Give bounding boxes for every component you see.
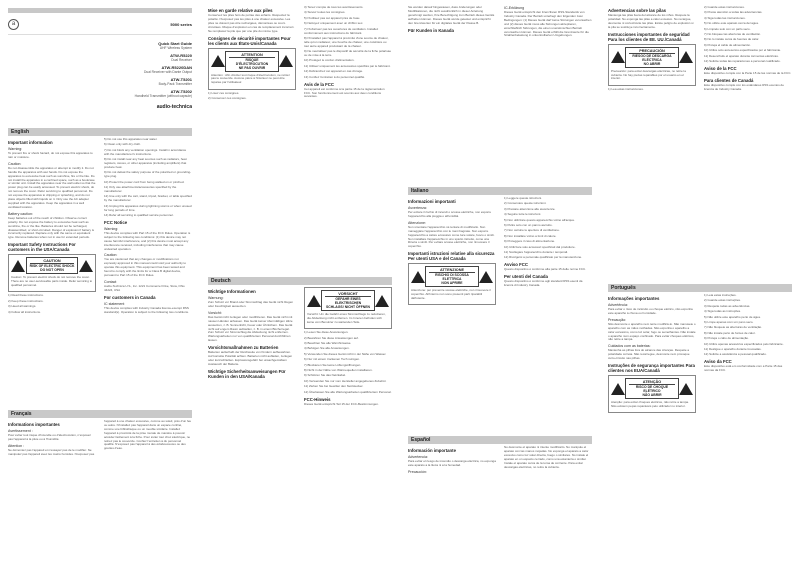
subheading: Attenzione: (408, 220, 426, 225)
section-heading: Mise en garde relative aux piles (208, 8, 273, 13)
list-item: 9) Proteggere il cavo di alimentazione. (504, 239, 556, 244)
list-item: 6) Pulire solo con un panno asciutto. (504, 223, 553, 228)
caution-box (8, 254, 96, 292)
model-name: ATW-T5202 (170, 89, 192, 94)
list-item: 7) Não bloqueie as aberturas de ventilação. (704, 325, 763, 330)
subheading: Warning: (104, 226, 119, 231)
model-name: ATW-R5220DAN (161, 65, 192, 70)
section-it (408, 187, 592, 433)
list-item: 3) Preste atención a todas las advertencias. (704, 10, 763, 15)
safety-instructions-list (304, 331, 392, 394)
paragraph: Keep batteries out of the reach of children. Observe correct polarity. Do not expose the battery to excessive heat such as sunshine, fire or the like. Batteries should not be recharged, disassembled, or short-circuited. Danger of explosion if battery is incorrectly replaced. Replace only with the same or equivalent type. Remove batteries when not in use for extended periods. (8, 215, 95, 240)
list-item: 1) Read these instructions. (8, 293, 44, 298)
section-body (208, 287, 392, 407)
series-title: 5000 series (170, 22, 192, 27)
model-description: Handheld Transmitter (without capsule) (134, 94, 192, 98)
list-item: 12) Überlassen Sie alle Wartungsarbeiten qualifiziertem Personal. (304, 389, 392, 394)
list-item: 11) Utilisez uniquement les accessoires spécifiés par le fabricant. (304, 63, 391, 68)
section-heading: Avviso FCC (504, 262, 528, 268)
subheading: IC statement (104, 301, 125, 306)
paragraph: Questo dispositivo è conforme alla parte 15 delle norme FCC. (504, 267, 587, 272)
list-item: 1) Leggere queste istruzioni. (504, 196, 542, 200)
warning-triangle-icon (211, 55, 225, 67)
list-item: 8) No lo instale cerca de fuentes de calor. (704, 37, 760, 42)
paragraph: Cet appareil est conforme à la partie 15 de la réglementation FCC. Son fonctionnement est soumis aux deux conditions suivantes. (304, 86, 385, 99)
lightning-triangle-icon (479, 271, 493, 283)
list-item: 12) Solicite todas las reparaciones a personal cualificado. (704, 59, 781, 64)
list-item: 7) N'obstruez pas les ouvertures de ventilation. Installez conformément aux instructions du fabricant. (304, 26, 379, 35)
section-heading: Importanti istruzioni relative alla sicurezza Per utenti USA e del Canada (408, 251, 495, 262)
caution-header (411, 266, 493, 287)
paragraph: This device complies with Industry Canada licence-exempt RSS standard(s). Operation is subject to the following two conditions. (104, 305, 189, 314)
caution-title: ATTENTION (229, 53, 275, 58)
section-heading: Instrucciones importantes de seguridad Para los clientes de EE. UU./Canadá (608, 31, 690, 42)
caution-label (625, 47, 679, 68)
caution-label (425, 266, 479, 287)
list-item: 3) Tenez compte de tous les avertissements. (304, 6, 364, 9)
caution-text: Attenzione: per prevenire scosse elettriche, non rimuovere il coperchio. All'interno non sono presenti parti riparabili dall'utente. (411, 288, 491, 301)
lightning-triangle-icon (679, 51, 693, 63)
list-item: 7) Non ostruire le aperture di ventilazione. (504, 228, 560, 233)
section-body (8, 138, 192, 316)
list-item: 9) Do not defeat the safety purpose of the polarized or grounding-type plug. (104, 170, 192, 179)
paragraph: This device complies with Part 15 of the FCC Rules. Operation is subject to the following two conditions: (1) this device may not cause harmful interference, and (2) this device must accept any interference received, including interference that may cause undesired operation. (104, 230, 191, 251)
lightning-triangle-icon (375, 295, 389, 307)
list-item: 8) Do not install near any heat sources such as radiators, heat registers, stoves, or other apparatus (including amplifiers) that produce heat. (104, 157, 187, 169)
section-heading: Información importante (408, 448, 456, 453)
section-heading: Informations importantes (8, 422, 60, 427)
caution-line: RISCO DE CHOQUE ELÉTRICO (635, 385, 669, 394)
section-es2 (608, 6, 792, 281)
list-item: 4) Siga todas as instruções. (704, 309, 742, 314)
caution-header (211, 51, 293, 72)
list-item: 9) Proteja el cable de alimentación. (704, 42, 751, 47)
paragraph: Per evitare il rischio di incendi o scosse elettriche, non esporre l'apparecchio alla pioggia o all'umidità. (408, 210, 492, 218)
section-heading: Wichtige Informationen (208, 289, 256, 294)
caution-box (608, 375, 696, 413)
section-heading: Informazioni importanti (408, 199, 456, 204)
list-item: 8) Non installare vicino a fonti di calore. (504, 233, 557, 238)
subheading: Advertência: (608, 303, 628, 307)
caution-header (11, 257, 93, 274)
language-heading: Deutsch (208, 277, 392, 285)
caution-text: Vorsicht: Um die Gefahr eines Stromschlags zu reduzieren, die Abdeckung nicht entfernen. Im Inneren befinden sich keine vom Benutzer zu wartenden Teile. (307, 312, 386, 324)
list-item: 11) Scollegare l'apparecchio durante i temporali. (504, 250, 569, 255)
caution-title: VORSICHT (325, 292, 371, 297)
language-heading: Español (408, 436, 592, 444)
list-item: 1) Lea estas instrucciones. (608, 86, 644, 91)
caution-box (208, 48, 296, 90)
caution-line: NÃO ABRIR (642, 393, 662, 398)
list-item: 1) Lesen Sie diese Anweisungen. (304, 330, 349, 335)
subheading: Caution: (104, 253, 118, 258)
subheading: Precaução: (608, 317, 627, 322)
section-body (408, 6, 592, 38)
top-bar (8, 8, 192, 13)
safety-instructions-list (504, 197, 592, 260)
list-item: 5) Do not use this apparatus near water. (104, 137, 158, 141)
list-item: 4) Suivez toutes les consignes. (304, 10, 346, 15)
list-item: 9) Ne neutralisez pas le dispositif de sécurité de la fiche polarisée ou de mise à la terre. (304, 49, 392, 58)
section-heading: Informações importantes (608, 296, 660, 301)
list-item: 3) Respeite todas as advertências. (704, 303, 751, 308)
section-heading: Important information (8, 140, 53, 145)
subheading: Contact (104, 279, 117, 284)
list-item: 6) Límpielo solo con un paño seco. (704, 26, 751, 31)
list-item: 7) Do not block any ventilation openings. Install in accordance with the manufacturer's instructions. (104, 147, 187, 156)
paragraph: Questo dispositivo è conforme agli standard RSS esenti da licenza di Industry Canada. (504, 279, 583, 288)
list-item: 7) Blockieren Sie keine Lüftungsöffnungen. (304, 362, 362, 367)
paragraph: No desmonte el aparato ni intente modificarlo. No manipule el aparato con las manos mojadas. No exponga el aparato a calor excesivo como luz solar directa, fuego o similares. No instale el aparato en un espacio cerrado, como una estantería o similar. Instale el aparato cerca de la toma de corriente. Para evitar descargas eléctricas, no retire la cubierta. (504, 445, 589, 469)
section-de (208, 277, 392, 565)
list-item: 3) Beachten Sie alle Warnhinweise. (304, 341, 352, 346)
lightning-triangle-icon (79, 260, 93, 272)
paragraph: Das Gerät nicht zerlegen oder modifizieren. Das Gerät nicht mit nassen Händen anfassen. Das Gerät keiner übermäßigen Hitze aussetzen, z. B. Sonnenlicht, Feuer oder Ähnlichem. Das Gerät nicht auf engem Raum aufstellen, z. B. in einem Bücherregal. Zum Schutz vor Stromschlag die Abdeckung nicht entfernen. Wartungsarbeiten nur von qualifiziertem Personal durchführen lassen. (208, 314, 293, 343)
list-item: 12) Débranchez cet appareil en cas d'orage. (304, 69, 363, 74)
caution-text: Precaución: para evitar descargas eléctricas, no retire la cubierta. No hay piezas reparables por el usuario en el interior. (611, 68, 686, 81)
caution-title: ATTENZIONE (429, 268, 475, 273)
paragraph: You are cautioned that any changes or modifications not expressly approved in this manual could void your authority to operate this equipment. This equipment has been tested and found to comply with the limits for a Class B digital device, pursuant to Part 15 of the FCC Rules. (104, 257, 187, 278)
list-item: 5) Non utilizzare questo apparecchio vicino all'acqua. (504, 217, 575, 222)
section-fr2 (208, 6, 392, 274)
paragraph: Conservez les piles hors de portée des enfants. Respectez la polarité. N'exposez pas les piles à une chaleur excessive. Les piles ne doivent pas être rechargées, démontées ou court-circuitées. Risque d'explosion en cas de remplacement incorrect. Ne remplacez la pile que par une pile du même type. (208, 13, 295, 33)
warning-triangle-icon (611, 383, 625, 395)
list-item: 12) Solicite a assistência a pessoal qualificado. (704, 352, 767, 357)
list-item: 13) Unplug this apparatus during lightning storms or when unused for long periods of time. (104, 203, 192, 212)
paragraph: Zum Schutz vor Brand oder Stromschlag das Gerät nicht Regen oder Feuchtigkeit aussetzen. (208, 300, 294, 308)
caution-title: ATENÇÃO (629, 380, 675, 385)
caution-line: RISQUE D'ÉLECTROCUTION (235, 57, 269, 66)
list-item: 10) Utilize apenas acessórios especificados pelo fabricante. (704, 341, 784, 346)
paragraph: Mantenha as pilhas fora do alcance das crianças. Respeite a polaridade correta. Não recarregue, desmonte nem provoque curto-circuito nas pilhas. (608, 348, 690, 361)
caution-line: RIESGO DE DESCARGA ELÉCTRICA (632, 53, 672, 62)
list-item: 6) Nettoyez uniquement avec un chiffon sec. (304, 21, 364, 26)
list-item: 2) Guarde estas instrucciones. (704, 6, 745, 9)
paragraph: Para evitar o risco de incêndio ou choque elétrico, não exponha este aparelho à chuva ou humidade. (608, 307, 693, 315)
paragraph: Non smontare l'apparecchio né tentare di modificarlo. Non maneggiare l'apparecchio con le mani bagnate. Non esporre l'apparecchio a calore eccessivo come luce solare, fuoco o simili. Non installare l'apparecchio in uno spazio ristretto, come una libreria o simili. Per evitare scosse elettriche, non rimuovere il coperchio. (408, 224, 495, 249)
caution-line: NE PAS OUVRIR (238, 65, 266, 70)
warning-triangle-icon (611, 51, 625, 63)
subheading: Avvertenza: (408, 206, 427, 210)
section-en (8, 128, 192, 408)
subheading: Advertencia: (408, 455, 428, 459)
list-item: 11) Only use attachments/accessories specified by the manufacturer. (104, 185, 177, 193)
section-heading: Instruções de segurança importantes Para clientes nos EUA/Canadá (608, 363, 695, 374)
model-description: Body-Pack Transmitter (158, 82, 192, 86)
list-item: 5) Não utilize este aparelho perto de água. (704, 314, 761, 319)
list-item: 8) Nicht in der Nähe von Wärmequellen installieren. (304, 368, 373, 373)
caution-text: Caution: To prevent electric shock do not remove the cover. There are no user-serviceable parts inside. Refer servicing to qualified personnel. (11, 275, 93, 288)
subheading: Precaución: (408, 469, 427, 474)
list-item: 6) Limpe apenas com um pano seco. (704, 320, 754, 325)
subheading: Attention : (8, 443, 25, 448)
section-body (8, 420, 192, 457)
lightning-triangle-icon (679, 383, 693, 395)
list-item: 7) No bloquee las aberturas de ventilación. (704, 32, 762, 37)
list-item: 11) Desligue o aparelho durante trovoadas. (704, 347, 762, 352)
list-item: 10) Utilice solo accesorios especificados por el fabricante. (704, 48, 782, 53)
caution-line: NON APRIRE (441, 281, 463, 286)
caution-header (611, 47, 693, 68)
language-heading: Italiano (408, 187, 592, 195)
lightning-triangle-icon (279, 55, 293, 67)
list-item: 12) Rivolgersi a personale qualificato per la manutenzione. (504, 255, 583, 260)
list-item: 2) Guarde estas instruções. (704, 298, 741, 303)
subheading: Warnung: (208, 296, 224, 300)
caution-title: CAUTION (30, 259, 75, 264)
section-heading: Advertencias sobre las pilas (608, 8, 667, 13)
list-item: 5) Verwenden Sie dieses Gerät nicht in der Nähe von Wasser. (304, 351, 387, 356)
language-heading: English (8, 128, 192, 136)
caution-line: NO ABRIR (643, 61, 661, 66)
paragraph: Dieses Gerät entspricht den lizenzfreien RSS-Standards von Industry Canada. Der Betrieb unterliegt den folgenden zwei Bedingungen: (1) Dieses Gerät darf keine Störungen verursachen und (2) dieses Gerät muss alle Störungen akzeptieren, einschließlich Störungen, die einen unerwünschten Betrieb verursachen können. Dieses Gerät erfüllt die Grenzwerte für die Strahlenbelastung in unkontrollierten Umgebungen. (504, 10, 592, 38)
list-item: 11) Desenchufe el aparato durante tormentas eléctricas. (704, 53, 779, 58)
list-item: 4) Befolgen Sie alle Anweisungen. (304, 346, 350, 351)
list-item: 4) Seguire tutte le istruzioni. (504, 212, 542, 217)
list-item: 5) No utilice este aparato cerca del agua. (704, 21, 759, 26)
model-list (8, 41, 192, 98)
list-item: 13) Confiez l'entretien à du personnel qualifié. (304, 74, 365, 79)
caution-title: PRECAUCIÓN (629, 49, 675, 54)
list-item: 9) Proteja o cabo de alimentação. (704, 336, 749, 341)
list-item: 14) Refer all servicing to qualified service personnel. (104, 213, 174, 217)
section-es (408, 436, 592, 565)
list-item: 2) Conservare queste istruzioni. (504, 201, 547, 206)
section-heading: Wichtige Sicherheitsanweisungen Für Kunden in den USA/Kanada (208, 368, 286, 379)
list-item: 10) Utilizzare solo accessori specificati dal produttore. (504, 244, 576, 249)
model-description: Dual Receiver with Dante Output (143, 70, 192, 74)
caution-header (611, 378, 693, 399)
caution-box (408, 263, 496, 305)
section-heading: Vorsichtsmaßnahmen zu Batterien (208, 345, 279, 351)
caution-line: GEFAHR EINES ELEKTRISCHEN (334, 297, 362, 305)
language-heading: Português (608, 284, 792, 292)
subheading: Avertissement : (8, 429, 33, 433)
caution-text: Atenção: para evitar choques elétricos, não retire a tampa. Não existem peças reparáveis pelo utilizador no interior. (611, 400, 689, 408)
list-item: 3) Prestare attenzione alle avvertenze. (504, 206, 556, 211)
paragraph: Este dispositivo cumple con los estándares RSS exentos de licencia de Industry Canada. (704, 82, 784, 91)
section-heading: Important Safety Instructions For customers in the USA/Canada (8, 242, 76, 253)
list-item: 10) Verwenden Sie nur vom Hersteller angegebenes Zubehör. (304, 378, 387, 383)
model-description: UHF Wireless System (159, 46, 192, 50)
section-pt (608, 284, 792, 565)
subheading: Battery caution: (8, 211, 33, 216)
language-heading: Français (8, 410, 192, 418)
section-body (608, 6, 792, 93)
caution-text: Attention : Afin d'éviter tout risque d'électrocution, ne retirez pas le couvercle. Aucune pièce à l'intérieur ne peut être réparée par l'utilisateur. (211, 72, 290, 85)
list-item: 6) Nur mit einem trockenen Tuch reinigen. (304, 357, 360, 362)
paragraph: Para evitar el riesgo de incendio o descarga eléctrica, no exponga este aparato a la lluvia ni a la humedad. (408, 459, 496, 467)
subheading: IC-Erklärung (504, 6, 525, 10)
list-item: 11) Ziehen Sie bei Gewitter den Netzstecker. (304, 384, 364, 389)
paragraph: Este dispositivo cumple con la Parte 15 de las normas de la FCC. (704, 70, 792, 75)
paragraph: To prevent fire or shock hazard, do not expose this apparatus to rain or moisture. (8, 151, 93, 159)
section-heading: Aviso de la FCC (704, 65, 737, 71)
section-heading: FCC-Hinweis (304, 396, 331, 402)
section-fr (8, 410, 192, 565)
paragraph: Não desmonte o aparelho nem tente modificá-lo. Não manuseie o aparelho com as mãos molhadas. Não exponha o aparelho a calor excessivo, como luz solar, fogo ou semelhantes. Não instale o aparelho num espaço confinado. Para evitar choques elétricos, não retire a tampa. (608, 321, 696, 342)
section-heading: FCC Notice (104, 219, 128, 225)
list-item: 10) Protect the power cord from being walked on or pinched. (104, 179, 185, 184)
section-heading: Consignes de sécurité importantes Pour les clients aux États-Unis/Canada (208, 35, 291, 46)
section-heading: Für Kunden in Kanada (408, 27, 454, 33)
caution-line: RISK OF ELECTRIC SHOCK (29, 264, 75, 269)
caution-label (321, 290, 375, 311)
list-item: 8) Não instale perto de fontes de calor. (704, 330, 756, 335)
caution-header (307, 290, 389, 311)
warning-triangle-icon (411, 271, 425, 283)
caution-label (225, 51, 279, 72)
model-description: Dual Receiver (171, 58, 192, 62)
paragraph: Do not disassemble the apparatus or attempt to modify it. Do not handle the apparatus with wet hands. Do not expose the apparatus to excessive heat such as sunshine, fire or the like. Do not install the apparatus in a confined space, such as a bookcase or similar unit. Install the apparatus near the wall outlet so that the power plug can be easily accessed. To prevent electric shock, do not remove the cover. Refer servicing to qualified personnel. Do not expose the apparatus to dripping or splashing, and do not place objects filled with liquids on it. Only use the AC adapter supplied with the apparatus. Keep the apparatus in a well ventilated location. (8, 165, 96, 209)
model-name: ATW-T5201 (170, 77, 192, 82)
list-item: 2) Keep these instructions. (8, 298, 44, 303)
section-heading: Para clientes de Canadá (704, 77, 754, 83)
subheading: Warning: (8, 147, 23, 151)
subheading: Vorsicht: (208, 310, 222, 315)
brand-wordmark: audio-technica (156, 104, 192, 110)
section-body (208, 6, 392, 102)
list-item: 6) Clean only with dry cloth. (104, 142, 141, 147)
paragraph: Pour éviter tout risque d'incendie ou d'électrocution, n'exposez pas l'appareil à la pluie ou à l'humidité. (8, 433, 91, 441)
paragraph: Audio-Technica U.S., Inc. 1221 Commerce Drive, Stow, Ohio 44224, USA (104, 283, 185, 292)
section-heading: Per utenti del Canada (504, 274, 548, 280)
caution-line: DO NOT OPEN (40, 268, 64, 273)
paragraph: Dieses Gerät entspricht Teil 15 der FCC-Bestimmungen. (304, 401, 379, 406)
caution-box (304, 287, 392, 329)
cover (8, 8, 192, 123)
caution-box (608, 44, 696, 86)
list-item: 2) Conservez ces consignes. (208, 96, 247, 101)
caution-label (26, 257, 79, 274)
list-item: 12) Use only with the cart, stand, tripod, bracket, or table specified by the manufacturer. (104, 194, 192, 203)
paragraph: Mantenga las pilas fuera del alcance de los niños. Respete la polaridad. No exponga las pilas a calor excesivo. No recargue, desmonte ni cortocircuite las pilas. Existe peligro de explosión si la pila se sustituye incorrectamente. (608, 13, 694, 29)
section-body (408, 197, 592, 305)
list-item: 8) N'installez pas l'appareil à proximité d'une source de chaleur, telle qu'un radiateur, une bouche de chaleur, une cuisinière ou tout autre appareil produisant de la chaleur. (304, 35, 389, 48)
caution-line: SCHLAGS! NICHT ÖFFNEN (326, 305, 370, 309)
warning-triangle-icon (307, 295, 321, 307)
list-item: 3) Heed all warnings. (8, 304, 37, 309)
section-body (608, 294, 792, 413)
list-item: 2) Bewahren Sie diese Anweisungen auf. (304, 335, 359, 340)
section-heading: Avis de la FCC (304, 81, 334, 87)
list-item: 9) Schützen Sie das Netzkabel. (304, 373, 346, 378)
section-heading: Aviso da FCC (704, 359, 732, 365)
list-item: 4) Follow all instructions. (8, 309, 41, 314)
list-item: 1) Leia estas instruções. (704, 293, 737, 297)
subheading: Cuidados com as baterias: (608, 344, 651, 349)
safety-instructions-list (704, 294, 792, 357)
audio-technica-logo-icon: a (8, 19, 19, 30)
section-heading: For customers in Canada (104, 294, 156, 300)
list-item: 5) N'utilisez pas cet appareil près de l'eau. (304, 15, 361, 20)
model-name: Quick Start Guide (158, 41, 192, 46)
caution-label (625, 378, 679, 399)
paragraph: Batterien außerhalb der Reichweite von Kindern aufbewahren. Auf korrekte Polarität achten. Batterien nicht aufladen, zerlegen oder kurzschließen. Explosionsgefahr bei unsachgemäßem Austausch der Batterie. (208, 350, 293, 366)
subheading: Caution: (8, 161, 22, 166)
paragraph: Este dispositivo está em conformidade com a Parte 15 das normas da FCC. (704, 364, 783, 373)
caution-line: RISCHIO DI SCOSSA ELETTRICA (435, 273, 469, 282)
paragraph: Sie werden darauf hingewiesen, dass Änderungen oder Modifikationen, die nicht ausdrücklich in dieser Anleitung genehmigt werden, Ihre Berechtigung zum Betrieb dieses Geräts aufheben können. Dieses Gerät wurde getestet und entspricht den Grenzwerten für ein digitales Gerät der Klasse B. (408, 6, 495, 25)
section-body (408, 446, 592, 474)
section-de2 (408, 6, 592, 184)
paragraph: Ne démontez pas l'appareil et n'essayez pas de le modifier. Ne manipulez pas l'appareil avec les mains humides. N'exposez pas l'appareil à une chaleur excessive, comme au soleil, près d'un feu ou autre. N'installez pas l'appareil dans un espace confiné, comme une bibliothèque ou un meuble similaire. Installez l'appareil à proximité de la prise murale de manière à pouvoir accéder facilement à la fiche. Pour éviter tout choc électrique, ne retirez pas le couvercle. Confiez l'entretien à du personnel qualifié. N'exposez pas l'appareil à des éclaboussures ou des gouttes d'eau. (8, 419, 192, 456)
list-item: 1) Lisez ces consignes. (208, 90, 240, 95)
model-name: ATW-R5220 (170, 53, 192, 58)
list-item: 10) Protégez le cordon d'alimentation. (304, 58, 355, 63)
warning-triangle-icon (11, 260, 25, 272)
list-item: 4) Siga todas las instrucciones. (704, 15, 746, 20)
